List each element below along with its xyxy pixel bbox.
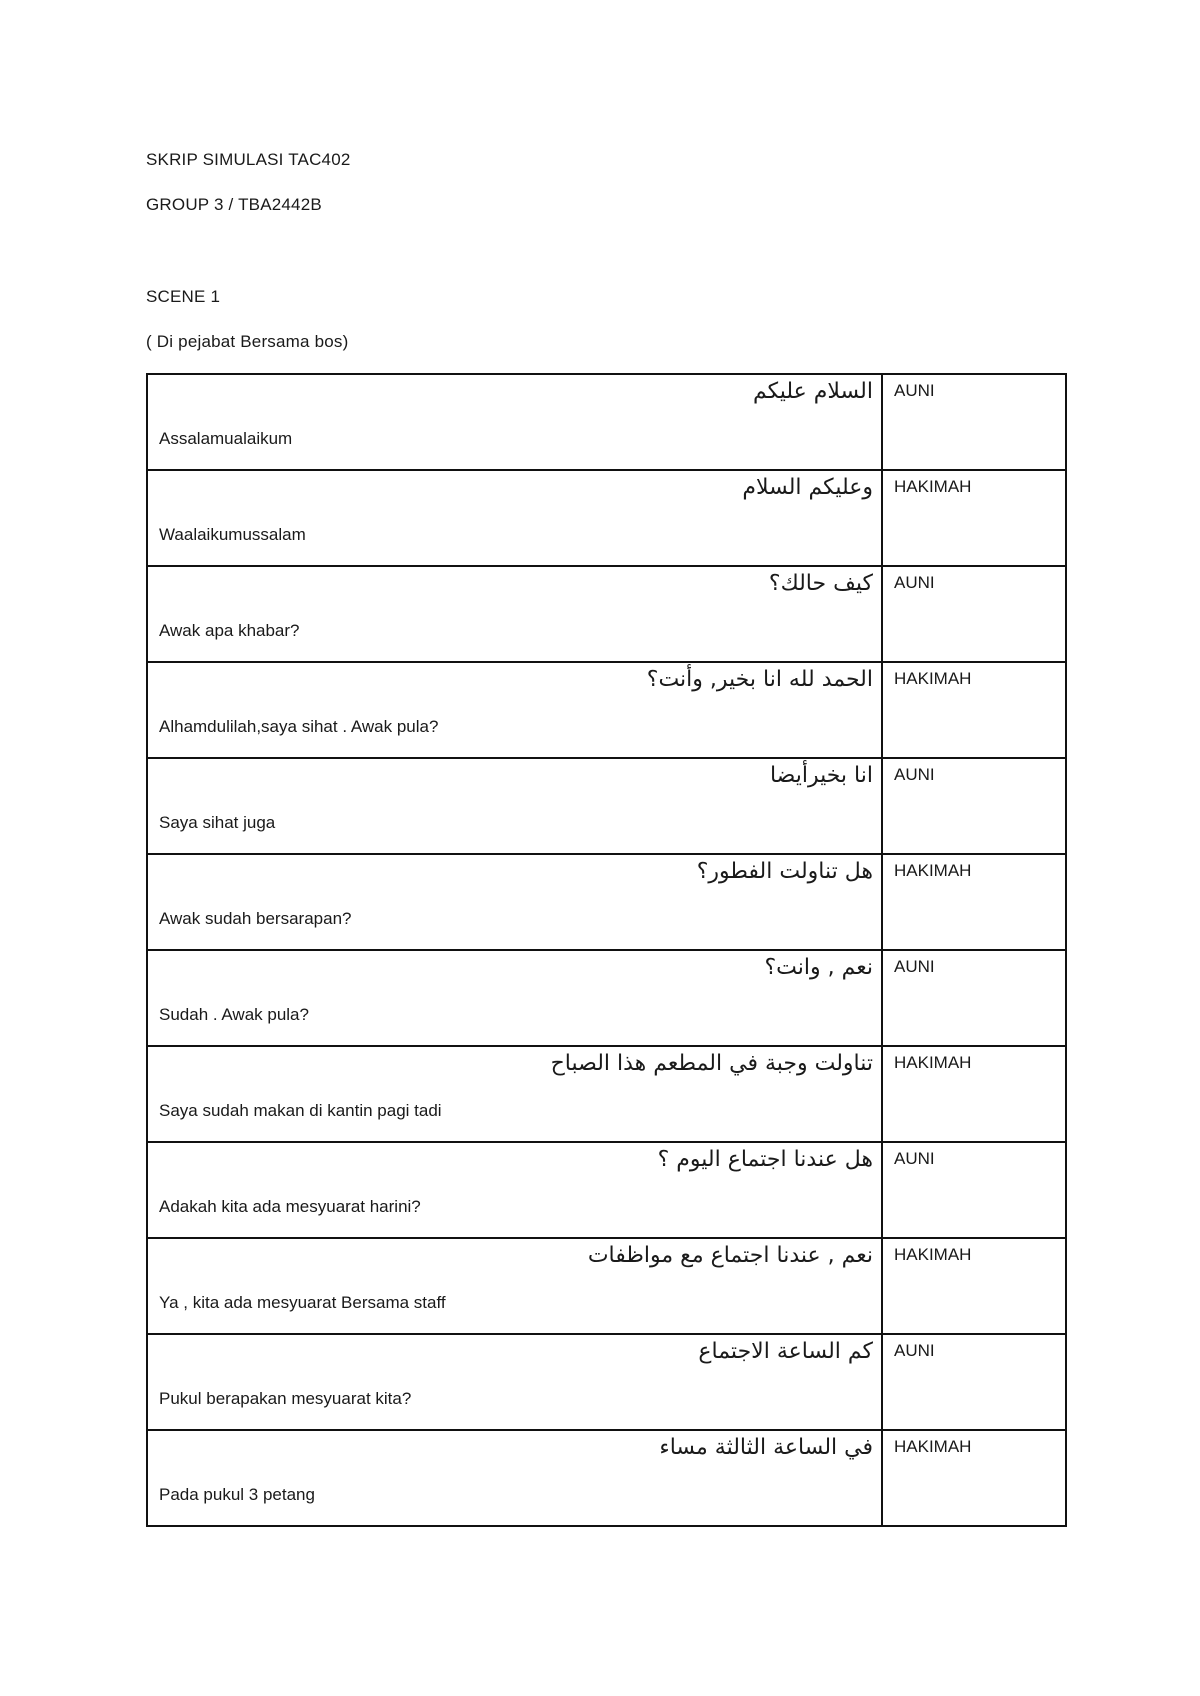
arabic-line: انا بخيرأيضا	[769, 763, 873, 788]
arabic-line: السلام عليكم	[752, 379, 873, 404]
line-cell	[147, 662, 882, 758]
speaker-name: AUNI	[882, 950, 1066, 1046]
speaker-name: HAKIMAH	[882, 662, 1066, 758]
arabic-line: تناولت وجبة في المطعم هذا الصباح	[550, 1051, 873, 1076]
dialogue-row	[147, 374, 1066, 470]
dialogue-row	[147, 566, 1066, 662]
group-label: GROUP 3 / TBA2442B	[146, 195, 322, 214]
dialogue-row	[147, 950, 1066, 1046]
malay-line: Pada pukul 3 petang	[159, 1485, 315, 1504]
line-cell	[147, 1430, 882, 1526]
dialogue-row	[147, 662, 1066, 758]
dialogue-table	[146, 373, 1067, 1527]
speaker-name: AUNI	[882, 566, 1066, 662]
line-cell	[147, 374, 882, 470]
dialogue-row	[147, 758, 1066, 854]
dialogue-row	[147, 470, 1066, 566]
malay-line: Pukul berapakan mesyuarat kita?	[159, 1389, 412, 1408]
document-title: SKRIP SIMULASI TAC402	[146, 150, 351, 169]
speaker-name: HAKIMAH	[882, 854, 1066, 950]
line-cell	[147, 470, 882, 566]
speaker-name: HAKIMAH	[882, 1430, 1066, 1526]
line-cell	[147, 566, 882, 662]
arabic-line: نعم , عندنا اجتماع مع مواظفات	[587, 1243, 873, 1268]
malay-line: Alhamdulilah,saya sihat . Awak pula?	[159, 717, 439, 736]
line-cell	[147, 854, 882, 950]
malay-line: Ya , kita ada mesyuarat Bersama staff	[159, 1293, 446, 1312]
speaker-name: AUNI	[882, 758, 1066, 854]
speaker-name: AUNI	[882, 1334, 1066, 1430]
arabic-line: كم الساعة الاجتماع	[698, 1339, 873, 1364]
speaker-name: AUNI	[882, 374, 1066, 470]
malay-line: Saya sudah makan di kantin pagi tadi	[159, 1101, 442, 1120]
dialogue-row	[147, 1430, 1066, 1526]
arabic-line: الحمد لله انا بخير, وأنت؟	[646, 667, 873, 692]
speaker-name: HAKIMAH	[882, 470, 1066, 566]
speaker-name: AUNI	[882, 1142, 1066, 1238]
dialogue-row	[147, 854, 1066, 950]
line-cell	[147, 1142, 882, 1238]
line-cell	[147, 950, 882, 1046]
arabic-line: هل عندنا اجتماع اليوم ؟	[657, 1147, 873, 1172]
arabic-line: نعم , وانت؟	[764, 955, 873, 980]
speaker-name: HAKIMAH	[882, 1238, 1066, 1334]
malay-line: Sudah . Awak pula?	[159, 1005, 309, 1024]
line-cell	[147, 1238, 882, 1334]
speaker-name: HAKIMAH	[882, 1046, 1066, 1142]
malay-line: Waalaikumussalam	[159, 525, 306, 544]
arabic-line: في الساعة الثالثة مساء	[659, 1435, 873, 1460]
malay-line: Awak apa khabar?	[159, 621, 300, 640]
line-cell	[147, 1046, 882, 1142]
scene-setting: ( Di pejabat Bersama bos)	[146, 332, 349, 351]
malay-line: Saya sihat juga	[159, 813, 276, 832]
line-cell	[147, 758, 882, 854]
dialogue-row	[147, 1046, 1066, 1142]
arabic-line: كيف حالك؟	[768, 571, 873, 596]
malay-line: Assalamualaikum	[159, 429, 293, 448]
malay-line: Adakah kita ada mesyuarat harini?	[159, 1197, 421, 1216]
dialogue-row	[147, 1238, 1066, 1334]
arabic-line: هل تناولت الفطور؟	[696, 859, 873, 884]
scene-title: SCENE 1	[146, 287, 221, 306]
arabic-line: وعليكم السلام	[742, 475, 873, 500]
malay-line: Awak sudah bersarapan?	[159, 909, 352, 928]
dialogue-row	[147, 1334, 1066, 1430]
line-cell	[147, 1334, 882, 1430]
dialogue-row	[147, 1142, 1066, 1238]
